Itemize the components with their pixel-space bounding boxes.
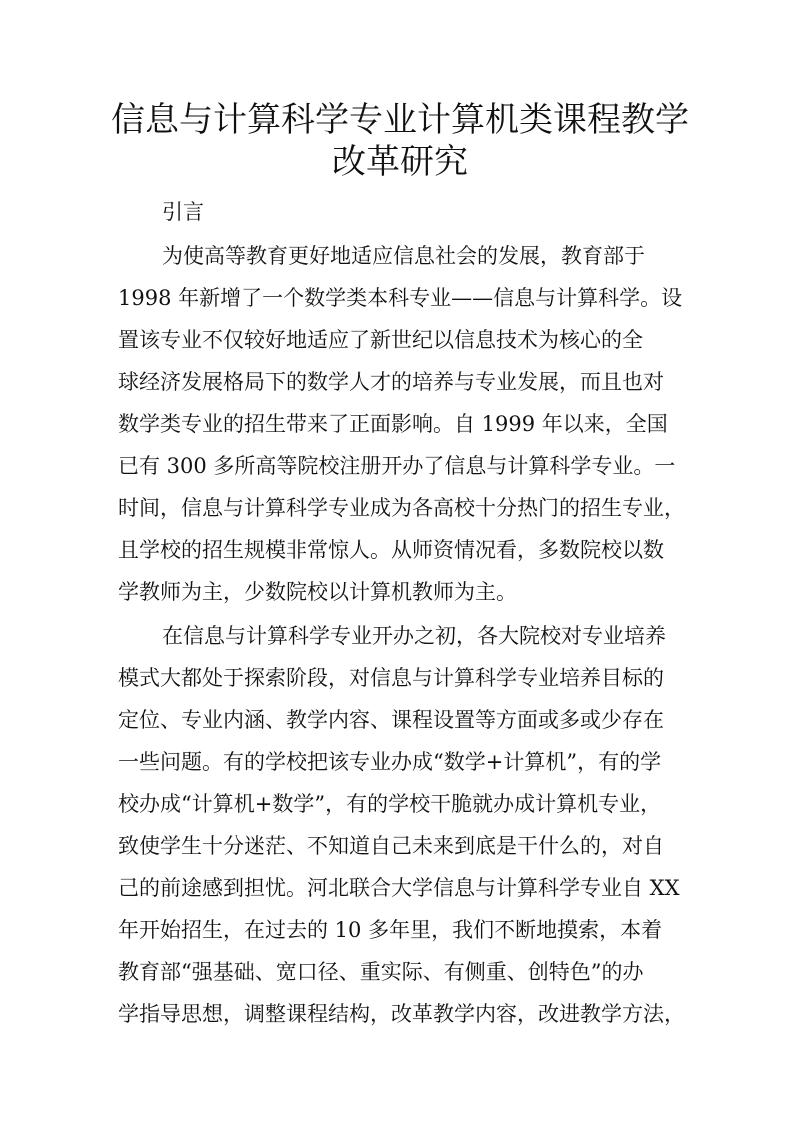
paragraph-2-line-1: 在信息与计算科学专业开办之初，各大院校对专业培养 xyxy=(162,624,666,648)
paragraph-2-line-3: 定位、专业内涵、教学内容、课程设置等方面或多或少存在 xyxy=(118,708,664,732)
paragraph-1-line-3: 置该专业不仅较好地适应了新世纪以信息技术为核心的全 xyxy=(118,328,643,352)
paragraph-2-line-8: 年开始招生，在过去的 10 多年里，我们不断地摸索，本着 xyxy=(118,918,663,942)
paragraph-1-line-6: 已有 300 多所高等院校注册开办了信息与计算科学专业。一 xyxy=(118,454,676,478)
paragraph-2-line-9: 教育部“强基础、宽口径、重实际、有侧重、创特色”的办 xyxy=(118,960,644,984)
paragraph-1-line-5: 数学类专业的招生带来了正面影响。自 1999 年以来，全国 xyxy=(118,412,668,436)
paragraph-1-line-4: 球经济发展格局下的数学人才的培养与专业发展，而且也对 xyxy=(118,370,664,394)
paragraph-2-line-5: 校办成“计算机+数学”，有的学校干脆就办成计算机专业， xyxy=(118,792,662,816)
paragraph-1-line-2: 1998 年新增了一个数学类本科专业——信息与计算科学。设 xyxy=(118,286,683,310)
paragraph-1-line-9: 学教师为主，少数院校以计算机教师为主。 xyxy=(118,580,517,604)
paragraph-2-line-2: 模式大都处于探索阶段，对信息与计算科学专业培养目标的 xyxy=(118,666,664,690)
paragraph-1-line-7: 时间，信息与计算科学专业成为各高校十分热门的招生专业， xyxy=(118,496,685,520)
document-title-line-1: 信息与计算科学专业计算机类课程教学 xyxy=(111,100,689,140)
document-title-line-2: 改革研究 xyxy=(332,142,468,182)
paragraph-2-line-6: 致使学生十分迷茫、不知道自己未来到底是干什么的，对自 xyxy=(118,834,664,858)
paragraph-2-line-4: 一些问题。有的学校把该专业办成“数学+计算机”，有的学 xyxy=(118,750,662,774)
section-heading: 引言 xyxy=(162,200,204,224)
paragraph-2-line-7: 己的前途感到担忧。河北联合大学信息与计算科学专业自 XX xyxy=(118,876,680,900)
paragraph-2-line-10: 学指导思想，调整课程结构，改革教学内容，改进教学方法， xyxy=(118,1002,685,1026)
paragraph-1-line-1: 为使高等教育更好地适应信息社会的发展，教育部于 xyxy=(162,244,645,268)
paragraph-1-line-8: 且学校的招生规模非常惊人。从师资情况看，多数院校以数 xyxy=(118,538,664,562)
